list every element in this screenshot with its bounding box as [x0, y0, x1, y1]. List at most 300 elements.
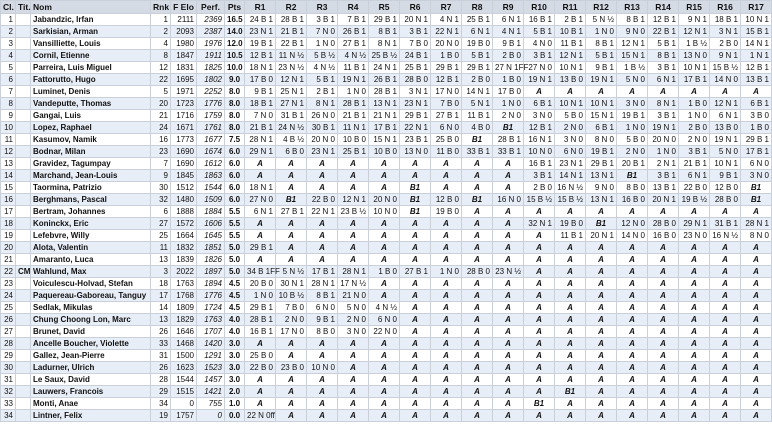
result-cell: A [369, 410, 400, 422]
column-header[interactable]: R13 [617, 1, 648, 14]
result-cell: 5 B 1 [586, 50, 617, 62]
table-row[interactable] [1, 158, 772, 170]
result-cell: 29 N 1 [679, 218, 710, 230]
result-cell: A [245, 170, 276, 182]
result-cell: 3 N 0 [617, 98, 648, 110]
result-cell: 16 N ½ [710, 230, 741, 242]
result-cell: A [338, 254, 369, 266]
result-cell: 26 B 1 [369, 74, 400, 86]
result-cell: 16 N ½ [555, 182, 586, 194]
result-cell: A [462, 338, 493, 350]
result-cell: A [555, 362, 586, 374]
result-cell: A [462, 386, 493, 398]
table-row[interactable] [1, 110, 772, 122]
result-cell: 17 B 0 [245, 74, 276, 86]
result-cell: 8 N 1 [307, 98, 338, 110]
result-cell: A [400, 374, 431, 386]
table-row[interactable] [1, 362, 772, 374]
column-header[interactable]: R10 [524, 1, 555, 14]
result-cell: 29 B 1 [400, 110, 431, 122]
player-name[interactable]: Lauwers, Francois [31, 386, 151, 398]
start-rank-cell: 23 [151, 146, 171, 158]
result-cell: A [555, 206, 586, 218]
result-cell: A [617, 386, 648, 398]
perf-cell: 1759 [197, 110, 225, 122]
result-cell: A [276, 170, 307, 182]
result-cell: A [524, 278, 555, 290]
result-cell: A [586, 290, 617, 302]
result-cell: A [493, 242, 524, 254]
result-cell: A [710, 206, 741, 218]
player-name[interactable]: Le Saux, David [31, 374, 151, 386]
table-row[interactable] [1, 38, 772, 50]
result-cell: A [741, 254, 772, 266]
column-header[interactable]: Pts [225, 1, 245, 14]
rank-cell: 33 [1, 398, 16, 410]
table-row[interactable] [1, 410, 772, 422]
elo-cell: 0 [171, 398, 197, 410]
start-rank-cell: 22 [151, 74, 171, 86]
perf-cell: 1863 [197, 170, 225, 182]
perf-cell: 1894 [197, 278, 225, 290]
result-cell: A [307, 410, 338, 422]
result-cell: 4 B ½ [276, 134, 307, 146]
player-name[interactable]: Taormina, Patrizio [31, 182, 151, 194]
result-cell: 8 B 1 [586, 38, 617, 50]
result-cell: 11 B 1 [555, 230, 586, 242]
result-cell: A [710, 326, 741, 338]
result-cell: A [400, 254, 431, 266]
result-cell: A [431, 158, 462, 170]
result-cell: A [524, 302, 555, 314]
result-cell: A [338, 338, 369, 350]
result-cell: A [462, 230, 493, 242]
result-cell: 6 N 1 [245, 206, 276, 218]
points-cell: 4.5 [225, 302, 245, 314]
title-cell [16, 86, 31, 98]
start-rank-cell: 5 [151, 86, 171, 98]
result-cell: A [462, 182, 493, 194]
column-header[interactable]: R17 [741, 1, 772, 14]
player-name[interactable]: Bodnar, Milan [31, 146, 151, 158]
perf-cell: 1509 [197, 194, 225, 206]
rank-cell: 4 [1, 50, 16, 62]
result-cell: A [338, 374, 369, 386]
result-cell: 9 B 1 [586, 62, 617, 74]
player-name[interactable]: Luminet, Denis [31, 86, 151, 98]
table-row[interactable] [1, 206, 772, 218]
result-cell: 8 B 1 [617, 14, 648, 26]
result-cell: 19 B 0 [555, 218, 586, 230]
result-cell: A [741, 86, 772, 98]
title-cell [16, 362, 31, 374]
result-cell: 4 B 0 [462, 122, 493, 134]
result-cell: A [741, 266, 772, 278]
rank-cell: 25 [1, 302, 16, 314]
table-row[interactable] [1, 350, 772, 362]
rank-cell: 14 [1, 170, 16, 182]
result-cell: 20 N 1 [400, 14, 431, 26]
column-header[interactable]: R6 [400, 1, 431, 14]
result-cell: 18 B 1 [710, 14, 741, 26]
result-cell: A [276, 386, 307, 398]
result-cell: A [648, 374, 679, 386]
result-cell: A [338, 158, 369, 170]
result-cell: A [338, 242, 369, 254]
result-cell: 29 B 1 [462, 62, 493, 74]
title-cell [16, 122, 31, 134]
result-cell: A [431, 326, 462, 338]
points-cell: 6.0 [225, 158, 245, 170]
rank-cell: 5 [1, 62, 16, 74]
player-name[interactable]: Cornil, Etienne [31, 50, 151, 62]
title-cell [16, 254, 31, 266]
result-cell: 1 N 0 [586, 26, 617, 38]
result-cell: A [617, 254, 648, 266]
result-cell: 10 B 0 [369, 146, 400, 158]
result-cell: 23 N 1 [245, 26, 276, 38]
table-row[interactable] [1, 374, 772, 386]
result-cell: A [710, 386, 741, 398]
result-cell: A [369, 290, 400, 302]
column-header[interactable]: R12 [586, 1, 617, 14]
result-cell: A [524, 206, 555, 218]
player-name[interactable]: Amaranto, Luca [31, 254, 151, 266]
player-name[interactable]: Jabandzic, Irfan [31, 14, 151, 26]
player-name[interactable]: Kasumov, Namik [31, 134, 151, 146]
result-cell: 6 N 1 [462, 26, 493, 38]
player-name[interactable]: Koninckx, Eric [31, 218, 151, 230]
start-rank-cell: 4 [151, 38, 171, 50]
player-name[interactable]: Vandeputte, Thomas [31, 98, 151, 110]
table-row[interactable] [1, 14, 772, 26]
perf-cell: 1763 [197, 314, 225, 326]
result-cell: A [710, 410, 741, 422]
result-cell: A [617, 338, 648, 350]
table-row[interactable] [1, 254, 772, 266]
result-cell: 24 B 1 [400, 50, 431, 62]
player-name[interactable]: Fattorutto, Hugo [31, 74, 151, 86]
result-cell: 2 B 0 [462, 74, 493, 86]
rank-cell: 2 [1, 26, 16, 38]
elo-cell: 1544 [171, 374, 197, 386]
result-cell: A [524, 410, 555, 422]
table-row[interactable] [1, 230, 772, 242]
column-header[interactable]: R7 [431, 1, 462, 14]
result-cell: A [338, 170, 369, 182]
table-row[interactable] [1, 398, 772, 410]
result-cell: A [462, 254, 493, 266]
result-cell: 3 N 1 [710, 26, 741, 38]
result-cell: A [276, 398, 307, 410]
result-cell: A [400, 290, 431, 302]
result-cell: 23 B ½ [338, 206, 369, 218]
column-header[interactable]: R11 [555, 1, 586, 14]
column-header[interactable]: Perf. [197, 1, 225, 14]
result-cell: A [307, 350, 338, 362]
player-name[interactable]: Lintner, Felix [31, 410, 151, 422]
table-row[interactable] [1, 86, 772, 98]
result-cell: A [462, 218, 493, 230]
table-row[interactable] [1, 326, 772, 338]
result-cell: 6 B 1 [524, 98, 555, 110]
result-cell: A [400, 386, 431, 398]
result-cell: A [524, 362, 555, 374]
result-cell: A [493, 350, 524, 362]
start-rank-cell: 25 [151, 230, 171, 242]
column-header[interactable]: R9 [493, 1, 524, 14]
column-header[interactable]: F Elo [171, 1, 197, 14]
table-row[interactable] [1, 98, 772, 110]
result-cell: A [307, 158, 338, 170]
table-row[interactable] [1, 74, 772, 86]
player-name[interactable]: Berghmans, Pascal [31, 194, 151, 206]
player-name[interactable]: Monti, Anae [31, 398, 151, 410]
result-cell: 3 B 1 [524, 50, 555, 62]
result-cell: 5 B 0 [555, 110, 586, 122]
result-cell: 2 N 0 [555, 122, 586, 134]
table-row[interactable] [1, 278, 772, 290]
result-cell: A [462, 170, 493, 182]
result-cell: A [679, 326, 710, 338]
column-header[interactable]: R5 [369, 1, 400, 14]
player-name[interactable]: Chung Choong Lon, Marc [31, 314, 151, 326]
player-name[interactable]: Paquereau-Gaboreau, Tanguy [31, 290, 151, 302]
result-cell: A [741, 374, 772, 386]
column-header[interactable]: R16 [710, 1, 741, 14]
result-cell: 17 B 1 [369, 122, 400, 134]
result-cell: 24 N ½ [276, 122, 307, 134]
result-cell: 19 N 1 [710, 134, 741, 146]
result-cell: A [679, 350, 710, 362]
elo-cell: 1512 [171, 182, 197, 194]
table-row[interactable] [1, 62, 772, 74]
result-cell: 19 N 1 [648, 122, 679, 134]
player-name[interactable]: Gangai, Luis [31, 110, 151, 122]
result-cell: A [400, 218, 431, 230]
result-cell: A [524, 230, 555, 242]
table-row[interactable] [1, 314, 772, 326]
result-cell: A [462, 374, 493, 386]
result-cell: A [679, 302, 710, 314]
result-cell: 5 N 0 [617, 74, 648, 86]
result-cell: 33 B 1 [462, 146, 493, 158]
table-row[interactable] [1, 26, 772, 38]
player-name[interactable]: Ladurner, Ulrich [31, 362, 151, 374]
result-cell: 19 B ½ [679, 194, 710, 206]
result-cell: A [462, 290, 493, 302]
column-header[interactable]: Nom [31, 1, 151, 14]
points-cell: 5.5 [225, 218, 245, 230]
result-cell: 25 B 1 [400, 62, 431, 74]
result-cell: 22 B 1 [276, 38, 307, 50]
player-name[interactable]: Sedlak, Mikulas [31, 302, 151, 314]
result-cell: B1 [276, 194, 307, 206]
result-cell: 3 B 1 [679, 146, 710, 158]
table-row[interactable] [1, 338, 772, 350]
table-row[interactable] [1, 134, 772, 146]
title-cell [16, 134, 31, 146]
table-row[interactable] [1, 122, 772, 134]
perf-cell: 1776 [197, 98, 225, 110]
result-cell: 24 N 1 [369, 62, 400, 74]
rank-cell: 6 [1, 74, 16, 86]
points-cell: 8.0 [225, 122, 245, 134]
result-cell: 19 B 1 [617, 110, 648, 122]
result-cell: A [741, 242, 772, 254]
start-rank-cell: 28 [151, 374, 171, 386]
column-header[interactable]: R2 [276, 1, 307, 14]
table-row[interactable] [1, 266, 772, 278]
result-cell: A [617, 362, 648, 374]
column-header[interactable]: Tit. [16, 1, 31, 14]
points-cell: 5.0 [225, 254, 245, 266]
table-row[interactable] [1, 182, 772, 194]
points-cell: 8.0 [225, 110, 245, 122]
column-header[interactable]: R1 [245, 1, 276, 14]
column-header[interactable]: R4 [338, 1, 369, 14]
player-name[interactable]: Gallez, Jean-Pierre [31, 350, 151, 362]
perf-cell: 1523 [197, 362, 225, 374]
result-cell: 26 N 0 [307, 110, 338, 122]
player-name[interactable]: Bertram, Johannes [31, 206, 151, 218]
points-cell: 7.5 [225, 134, 245, 146]
result-cell: A [369, 254, 400, 266]
title-cell [16, 110, 31, 122]
result-cell: 6 N 0 [307, 302, 338, 314]
title-cell [16, 62, 31, 74]
table-row[interactable] [1, 146, 772, 158]
start-rank-cell: 30 [151, 182, 171, 194]
column-header[interactable]: Rnk [151, 1, 171, 14]
result-cell: A [586, 302, 617, 314]
rank-cell: 24 [1, 290, 16, 302]
result-cell: 1 N 0 [431, 266, 462, 278]
result-cell: A [679, 386, 710, 398]
column-header[interactable]: R8 [462, 1, 493, 14]
result-cell: 12 N 1 [276, 74, 307, 86]
points-cell: 10.5 [225, 50, 245, 62]
result-cell: A [369, 182, 400, 194]
result-cell: A [741, 362, 772, 374]
player-name[interactable]: Lefebvre, Willy [31, 230, 151, 242]
player-name[interactable]: Gravidez, Tagumpay [31, 158, 151, 170]
result-cell: 25 B 0 [431, 134, 462, 146]
result-cell: A [617, 302, 648, 314]
result-cell: A [679, 254, 710, 266]
result-cell: 3 B 1 [524, 170, 555, 182]
result-cell: A [648, 338, 679, 350]
result-cell: A [493, 230, 524, 242]
table-row[interactable] [1, 50, 772, 62]
result-cell: A [710, 278, 741, 290]
result-cell: A [524, 386, 555, 398]
player-name[interactable]: Marchand, Jean-Louis [31, 170, 151, 182]
result-cell: B1 [462, 194, 493, 206]
player-name[interactable]: Lopez, Raphael [31, 122, 151, 134]
start-rank-cell: 27 [151, 218, 171, 230]
result-cell: A [276, 182, 307, 194]
result-cell: 22 B 0 [245, 362, 276, 374]
result-cell: 1 B 0 [741, 122, 772, 134]
result-cell: 6 N 0 [431, 122, 462, 134]
player-name[interactable]: Sarkisian, Arman [31, 26, 151, 38]
player-name[interactable]: Parreira, Luis Miguel [31, 62, 151, 74]
player-name[interactable]: Ancelle Boucher, Violette [31, 338, 151, 350]
result-cell: 21 N 1 [369, 110, 400, 122]
result-cell: 17 B 1 [741, 146, 772, 158]
result-cell: 1 B 0 [369, 266, 400, 278]
column-header[interactable]: R15 [679, 1, 710, 14]
perf-cell: 1420 [197, 338, 225, 350]
result-cell: A [617, 86, 648, 98]
result-cell: A [586, 86, 617, 98]
table-row[interactable] [1, 170, 772, 182]
result-cell: A [338, 398, 369, 410]
table-row[interactable] [1, 386, 772, 398]
rank-cell: 23 [1, 278, 16, 290]
column-header[interactable]: Cl. [1, 1, 16, 14]
elo-cell: 1847 [171, 50, 197, 62]
table-row[interactable] [1, 194, 772, 206]
player-name[interactable]: Alota, Valentin [31, 242, 151, 254]
result-cell: A [710, 254, 741, 266]
result-cell: A [555, 278, 586, 290]
result-cell: A [400, 242, 431, 254]
player-name[interactable]: Vansilliette, Louis [31, 38, 151, 50]
result-cell: 4 N 0 [524, 38, 555, 50]
result-cell: 15 B ½ [710, 62, 741, 74]
result-cell: A [307, 230, 338, 242]
result-cell: 7 N 0 [245, 110, 276, 122]
result-cell: 2 N 0 [276, 314, 307, 326]
table-row[interactable] [1, 302, 772, 314]
result-cell: A [586, 338, 617, 350]
player-name[interactable]: Wahlund, Max [31, 266, 151, 278]
points-cell: 5.0 [225, 266, 245, 278]
result-cell: 27 N 1FF [493, 62, 524, 74]
table-row[interactable] [1, 218, 772, 230]
table-row[interactable] [1, 242, 772, 254]
result-cell: 12 N 1 [555, 50, 586, 62]
rank-cell: 21 [1, 254, 16, 266]
result-cell: A [462, 302, 493, 314]
result-cell: 29 B 1 [245, 302, 276, 314]
result-cell: A [555, 398, 586, 410]
result-cell: A [369, 278, 400, 290]
table-row[interactable] [1, 290, 772, 302]
result-cell: A [400, 230, 431, 242]
result-cell: 1 B ½ [617, 62, 648, 74]
title-cell [16, 338, 31, 350]
title-cell [16, 170, 31, 182]
player-name[interactable]: Brunet, David [31, 326, 151, 338]
result-cell: A [710, 266, 741, 278]
result-cell: 25 B 0 [245, 350, 276, 362]
result-cell: 3 B 1 [400, 26, 431, 38]
points-cell: 4.5 [225, 290, 245, 302]
result-cell: A [679, 362, 710, 374]
column-header[interactable]: R3 [307, 1, 338, 14]
start-rank-cell: 3 [151, 266, 171, 278]
result-cell: 11 B 0 [431, 146, 462, 158]
player-name[interactable]: Voiculescu-Holvad, Stefan [31, 278, 151, 290]
result-cell: 27 B 1 [431, 110, 462, 122]
column-header[interactable]: R14 [648, 1, 679, 14]
title-cell [16, 182, 31, 194]
result-cell: A [276, 374, 307, 386]
result-cell: 23 N 1 [400, 98, 431, 110]
